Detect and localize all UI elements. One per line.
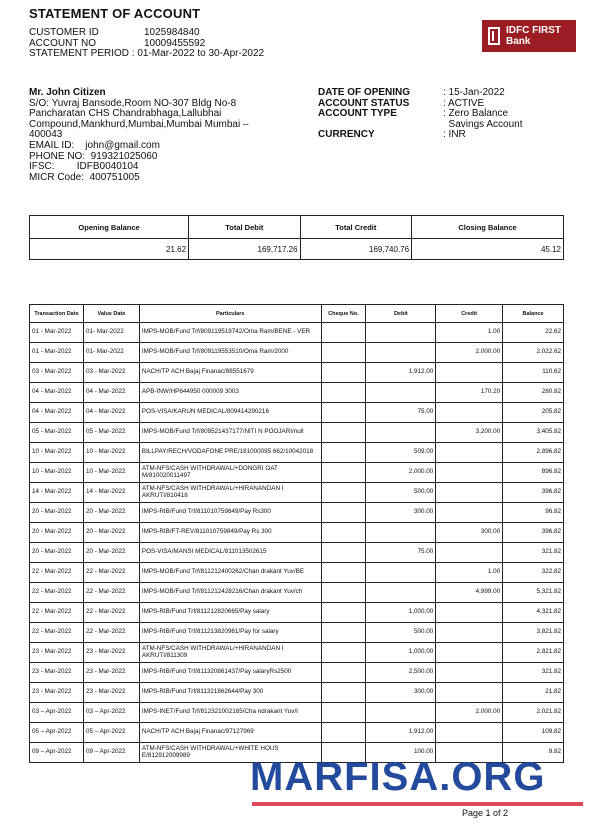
table-cell: 75.00 [366,403,436,423]
table-cell: 04 - Mar-2022 [30,383,84,403]
table-cell: IMPS-RIB/Fund Trf/811321862644/Pay 300 [139,683,321,703]
customer-micr: MICR Code: 400751005 [29,171,140,183]
table-cell [436,443,503,463]
opening-date-value: : 15-Jan-2022 [443,87,505,98]
table-cell: 170.20 [436,383,503,403]
table-cell: 896.82 [503,463,564,483]
table-cell: 10 - Mar-2022 [83,443,139,463]
table-cell: IMPS-RIB/Fund Trf/811320861437/Pay salaryRs2500 [139,663,321,683]
table-cell [436,403,503,423]
table-cell: 01 - Mar-2022 [30,343,84,363]
table-row [30,623,564,643]
table-cell: 300.00 [366,503,436,523]
customer-details [29,88,279,183]
table-row [30,543,564,563]
table-cell: 22 - Mar-2022 [83,583,139,603]
table-cell: 1.00 [436,563,503,583]
table-cell [366,523,436,543]
table-cell: 22 - Mar-2022 [30,603,84,623]
table-cell: 20 - Mar-2022 [30,503,84,523]
table-cell: 20 - Mar-2022 [30,543,84,563]
table-cell [436,723,503,743]
table-row [30,603,564,623]
table-cell [366,583,436,603]
table-cell: 05 - Mar-2022 [83,423,139,443]
table-cell: 23 - Mar-2022 [30,663,84,683]
table-cell: 22 - Mar-2022 [83,623,139,643]
table-cell: APB-INW/HP644950 000009 3003 [139,383,321,403]
table-cell: 4,321.82 [503,603,564,623]
table-cell: IMPS-MOB/Fund Trf/811212428216/Chan drakant Yuv/ch [139,583,321,603]
table-cell [436,683,503,703]
customer-email: EMAIL ID: john@gmail.com [29,139,160,151]
table-cell [321,643,366,663]
table-cell [436,483,503,503]
watermark: MARFISA.ORG [250,755,546,799]
table-cell: POS-VISA/MANSI MEDICAL/811013502615 [139,543,321,563]
summary-value: 21.62 [30,239,189,260]
table-row [30,663,564,683]
table-cell: ATM-NFS/CASH WITHDRAWAL/+HIRANANDAN I AKRUTI/810418 [139,483,321,503]
table-cell: 2,021.82 [503,703,564,723]
table-cell: 2,000.00 [436,703,503,723]
table-cell [321,503,366,523]
table-cell: 10 - Mar-2022 [30,443,84,463]
summary-header: Closing Balance [412,216,564,239]
table-row [30,463,564,483]
table-cell: 205.82 [503,403,564,423]
table-cell [366,703,436,723]
bank-name-line2: Bank [506,36,531,47]
column-header: Balance [503,305,564,323]
table-cell [366,343,436,363]
table-cell: 1,000.00 [366,643,436,663]
table-cell: 04 - Mar-2022 [83,383,139,403]
table-row [30,343,564,363]
customer-ifsc: IFSC: IDFB0040104 [29,161,139,173]
table-cell: 20 - Mar-2022 [30,523,84,543]
table-cell: NACH/TP ACH Bajaj Finanac/88551679 [139,363,321,383]
table-cell: 1,000.00 [366,603,436,623]
table-cell: 4,999.00 [436,583,503,603]
table-cell: POS-VISA/KARUN MEDICAL/809414290216 [139,403,321,423]
table-cell [321,343,366,363]
table-cell: 23 - Mar-2022 [30,643,84,663]
table-cell: 1,912.00 [366,723,436,743]
bank-logo [482,20,576,52]
table-cell: ATM-NFS/CASH WITHDRAWAL/+HIRANANDAN I AKRUTI/811309 [139,643,321,663]
table-cell: 22 - Mar-2022 [30,563,84,583]
table-cell [321,323,366,343]
table-cell: 21.82 [503,683,564,703]
table-cell: IMPS-MOB/Fund Trf/809521437177/NITI N POOJARI/null [139,423,321,443]
table-cell: 321.82 [503,543,564,563]
bank-logo-icon [488,27,500,45]
table-cell: 3,821.82 [503,623,564,643]
account-status-value: : ACTIVE [443,97,485,109]
table-cell: 22 - Mar-2022 [83,563,139,583]
table-cell: 10 - Mar-2022 [30,463,84,483]
table-cell: 500.00 [366,623,436,643]
customer-phone: PHONE NO: 919321025060 [29,150,158,162]
table-cell: 396.82 [503,523,564,543]
table-cell [436,363,503,383]
table-cell [321,443,366,463]
table-cell: 300.00 [366,683,436,703]
table-cell: IMPS-MOB/Fund Trf/809119553510/Oma Ram/2000 [139,343,321,363]
summary-header: Total Credit [300,216,412,239]
table-cell [321,483,366,503]
table-cell: ATM-NFS/CASH WITHDRAWAL/+DONGRI OAT M/810020011497 [139,463,321,483]
table-cell [366,383,436,403]
table-cell [321,623,366,643]
table-cell [436,663,503,683]
statement-title: STATEMENT OF ACCOUNT [29,6,201,21]
watermark-underline [252,802,583,806]
table-cell [321,603,366,623]
table-cell [436,503,503,523]
table-cell [321,383,366,403]
table-row [30,683,564,703]
statement-meta [29,28,264,60]
table-cell: 01- Mar-2022 [83,323,139,343]
table-cell: IMPS-MOB/Fund Trf/811212400262/Chan drakant Yuv/BE [139,563,321,583]
currency-label: CURRENCY [318,129,375,141]
table-cell: 280.82 [503,383,564,403]
table-cell [436,463,503,483]
customer-address: S/O: Yuvraj Bansode,Room NO-307 Bldg No-8 Pancharatan CHS Chandrabhaga,Lallubhai Compound,Mankhurd,Mumbai,Mumbai Mumbai – 400043 [29,97,249,141]
table-cell [436,643,503,663]
table-cell: 2,000.00 [436,343,503,363]
table-cell: 03 – Apr-2022 [30,703,84,723]
table-cell: 1.00 [436,323,503,343]
table-cell [321,523,366,543]
table-cell [366,423,436,443]
customer-name: Mr. John Citizen [29,87,106,98]
table-cell [321,423,366,443]
table-row [30,483,564,503]
table-cell: IMPS-RIB/FT-REV/811010759849/Pay Rs 300 [139,523,321,543]
table-cell: 110.62 [503,363,564,383]
table-cell [321,583,366,603]
account-details [318,88,573,141]
table-cell: 10 - Mar-2022 [83,463,139,483]
table-cell: 9.82 [503,743,564,763]
table-cell: 321.82 [503,663,564,683]
account-status-label: ACCOUNT STATUS [318,97,410,109]
table-cell: 500.00 [366,483,436,503]
table-cell [436,603,503,623]
table-cell: 23 - Mar-2022 [83,663,139,683]
balance-summary-table [29,215,564,260]
table-cell: 05 – Apr-2022 [30,723,84,743]
table-row [30,383,564,403]
table-cell: IMPS-INET/Fund Trf/812321002185/Cha ndrakant Yuv/I [139,703,321,723]
table-row [30,703,564,723]
account-type-value: : Zero Balance [443,108,509,120]
account-type-value-2: Savings Account [443,118,523,130]
table-cell: 04 - Mar-2022 [30,403,84,423]
table-cell: 23 - Mar-2022 [83,643,139,663]
table-cell: 5,321.82 [503,583,564,603]
table-row [30,523,564,543]
table-cell: IMPS-RIB/Fund Trf/811213820961/Pay for salary [139,623,321,643]
table-row [30,503,564,523]
table-cell: 509.00 [366,443,436,463]
opening-date-label: DATE OF OPENING [318,87,411,98]
table-cell: 322.82 [503,563,564,583]
table-cell [321,403,366,423]
table-cell: 03 - Mar-2022 [83,363,139,383]
table-row [30,423,564,443]
column-header: Value Date [83,305,139,323]
table-cell: 22 - Mar-2022 [30,623,84,643]
summary-value: 169,717.26 [189,239,301,260]
table-cell: IMPS-RIB/Fund Trf/811212820665/Pay salary [139,603,321,623]
table-cell: 20 - Mar-2022 [83,503,139,523]
table-cell: 2,500.00 [366,663,436,683]
table-cell: 396.82 [503,483,564,503]
table-cell [321,703,366,723]
table-cell [436,623,503,643]
summary-value: 169,740.76 [300,239,412,260]
statement-period: STATEMENT PERIOD : 01-Mar-2022 to 30-Apr-2022 [29,48,265,59]
customer-id-label: CUSTOMER ID [29,27,99,38]
table-cell: 04 - Mar-2022 [83,403,139,423]
table-cell: 14 - Mar-2022 [83,483,139,503]
table-row [30,363,564,383]
account-type-label: ACCOUNT TYPE [318,108,397,120]
table-cell [321,723,366,743]
table-row [30,403,564,423]
table-cell [321,563,366,583]
table-cell: 14 - Mar-2022 [30,483,84,503]
table-cell: 96.82 [503,503,564,523]
table-cell: 22.62 [503,323,564,343]
page-number: Page 1 of 2 [462,808,509,818]
table-cell: IMPS-MOB/Fund Trf/809119519742/Oma Ram/BENE - VER [139,323,321,343]
table-cell: 20 - Mar-2022 [83,543,139,563]
column-header: Credit [436,305,503,323]
table-cell: 05 – Apr-2022 [83,723,139,743]
table-cell: 2,896.82 [503,443,564,463]
table-cell: NACH/TP ACH Bajaj Finanac/97127969 [139,723,321,743]
table-cell [436,543,503,563]
currency-value: : INR [443,129,466,141]
table-cell: 2,000.00 [366,463,436,483]
table-cell: 20 - Mar-2022 [83,523,139,543]
table-cell: 22 - Mar-2022 [30,583,84,603]
table-cell [321,363,366,383]
table-row [30,723,564,743]
summary-header: Total Debit [189,216,301,239]
table-cell [321,683,366,703]
table-cell: 09 – Apr-2022 [30,743,84,763]
table-row [30,443,564,463]
table-cell: 03 – Apr-2022 [83,703,139,723]
table-cell: 03 - Mar-2022 [30,363,84,383]
table-cell: 23 - Mar-2022 [83,683,139,703]
table-row [30,583,564,603]
table-cell: 2,022.62 [503,343,564,363]
table-cell: 23 - Mar-2022 [30,683,84,703]
table-cell: 01 - Mar-2022 [30,323,84,343]
account-no-label: ACCOUNT NO [29,37,97,49]
column-header: Transaction Date [30,305,84,323]
table-cell [321,663,366,683]
table-cell: ATM-NFS/CASH WITHDRAWAL/+WHITE HOUS E/812912009989 [139,743,321,763]
table-cell: 01- Mar-2022 [83,343,139,363]
table-cell [366,323,436,343]
table-row [30,643,564,663]
table-cell: 09 – Apr-2022 [83,743,139,763]
table-cell: 3,405.82 [503,423,564,443]
table-cell: 300.00 [436,523,503,543]
table-row [30,563,564,583]
table-cell [321,543,366,563]
summary-header: Opening Balance [30,216,189,239]
table-cell [321,463,366,483]
table-cell: 05 - Mar-2022 [30,423,84,443]
customer-id-value: 1025984840 [144,27,200,38]
table-cell: 100.00 [366,743,436,763]
table-cell [366,563,436,583]
summary-value: 45.12 [412,239,564,260]
column-header: Particulars [139,305,321,323]
table-cell: BILLPAY/RECH/VODAFONE PRE/181000095 662/10042018 [139,443,321,463]
table-cell: IMPS-RIB/Fund Trf/811010759849/Pay Rs300 [139,503,321,523]
account-no-value: 10009455592 [144,37,206,49]
column-header: Debit [366,305,436,323]
bank-name-line1: IDFC FIRST [506,25,561,36]
table-cell: 75.00 [366,543,436,563]
table-cell: 109.82 [503,723,564,743]
table-cell: 1,912.00 [366,363,436,383]
transactions-table [29,304,564,763]
table-cell: 2,821.82 [503,643,564,663]
table-row [30,323,564,343]
column-header: Cheque No. [321,305,366,323]
table-cell: 3,200.00 [436,423,503,443]
table-cell: 22 - Mar-2022 [83,603,139,623]
